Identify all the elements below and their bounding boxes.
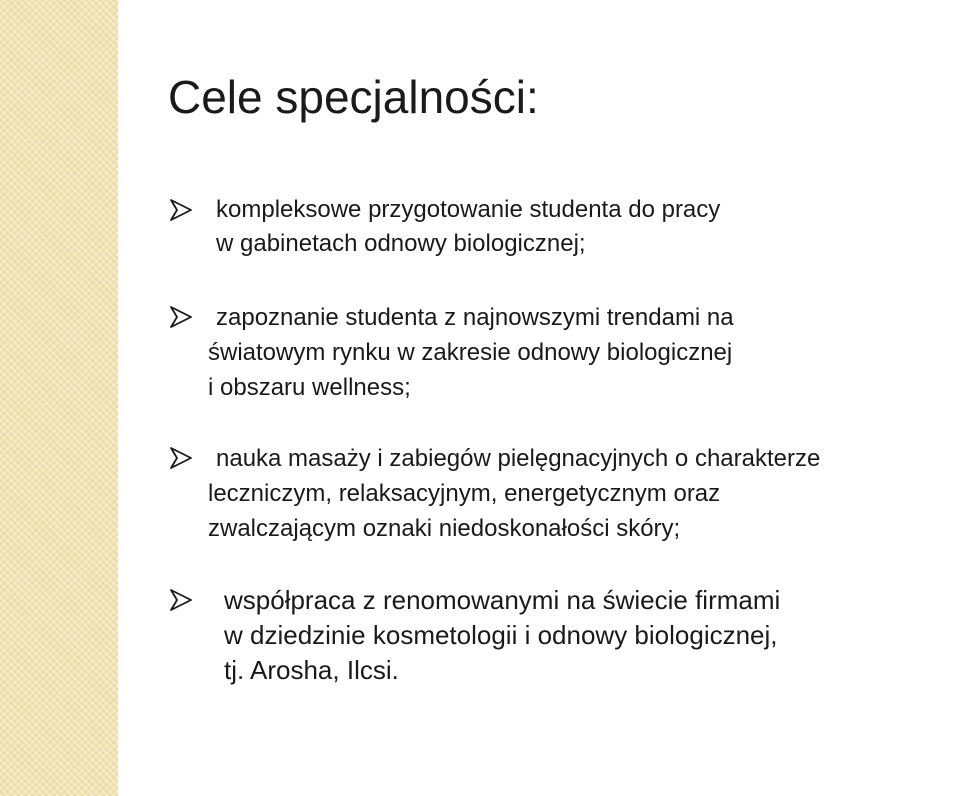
list-item-line: kompleksowe przygotowanie studenta do pracy bbox=[216, 196, 721, 223]
decorative-side-strip bbox=[0, 0, 118, 796]
slide-title: Cele specjalności: bbox=[168, 71, 539, 123]
list-item-line: zwalczającym oznaki niedoskonałości skóry; bbox=[208, 515, 681, 542]
list-item-line: i obszaru wellness; bbox=[208, 374, 411, 401]
arrowhead-bullet-icon bbox=[168, 305, 194, 329]
list-item-line: światowym rynku w zakresie odnowy biologicznej bbox=[208, 339, 733, 366]
list-item-line: leczniczym, relaksacyjnym, energetycznym oraz bbox=[208, 480, 721, 507]
arrowhead-bullet-icon bbox=[168, 446, 194, 470]
arrowhead-bullet-icon bbox=[168, 198, 194, 222]
arrowhead-bullet-icon bbox=[168, 588, 194, 612]
list-item-line: w gabinetach odnowy biologicznej; bbox=[216, 230, 586, 257]
list-item-line: w dziedzinie kosmetologii i odnowy biologicznej, bbox=[224, 620, 778, 650]
list-item-line: współpraca z renomowanymi na świecie firmami bbox=[224, 585, 781, 615]
list-item-line: nauka masaży i zabiegów pielęgnacyjnych o charakterze bbox=[216, 445, 821, 472]
list-item-line: tj. Arosha, Ilcsi. bbox=[224, 655, 399, 685]
list-item-line: zapoznanie studenta z najnowszymi trendami na bbox=[216, 304, 734, 331]
